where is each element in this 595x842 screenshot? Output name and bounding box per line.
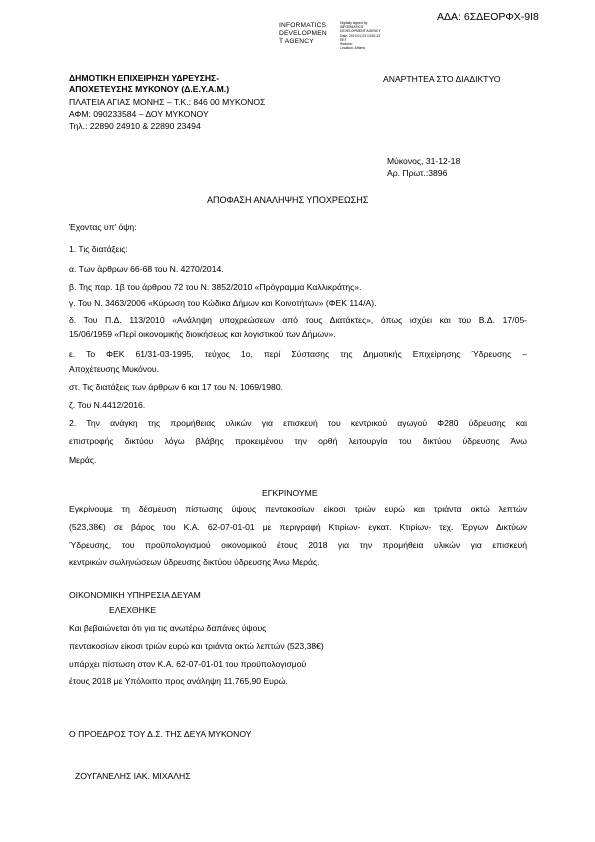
approve-heading: ΕΓΚΡΙΝΟΥΜΕ (262, 488, 318, 498)
org-name-line-1: ΔΗΜΟΤΙΚΗ ΕΠΙΧΕΙΡΗΣΗ ΥΔΡΕΥΣΗΣ- (69, 73, 220, 83)
signature-details (340, 21, 381, 50)
considering-d-line-1: δ. Του Π.Δ. 113/2010 «Ανάληψη υποχρεώσεων από τους Διατάκτες», όπως ισχύει και του Β.Δ. 17/05- (69, 315, 527, 325)
considering-item-1: 1. Τις διατάξεις: (69, 244, 128, 254)
considering-c: γ. Του Ν. 3463/2006 «Κύρωση του Κώδικα Δήμων και Κοινοτήτων» (ΦΕΚ 114/Α). (69, 298, 377, 308)
considering-e-line-1: ε. Το ΦΕΚ 61/31-03-1995, τεύχος 1ο, περί Σύστασης της Δημοτικής Επιχείρησης Ύδρευσης – (69, 349, 527, 359)
sig-detail: EET (340, 37, 347, 42)
page-title: ΑΠΟΦΑΣΗ ΑΝΑΛΗΨΗΣ ΥΠΟΧΡΕΩΣΗΣ (207, 195, 369, 205)
finance-line-1: Και βεβαιώνεται ότι για τις ανωτέρω δαπάνες ύψους (69, 623, 267, 633)
approve-line-3: Ύδρευσης, του προϋπολογισμού οικονομικού έτους 2018 για την προμήθεια υλικών για επισκευή (69, 540, 527, 550)
approve-line-1: Εγκρίνουμε τη δέσμευση πίστωσης ύψους πεντακοσίων είκοσι τριών ευρώ και τριάντα οκτώ λεπτών (69, 504, 527, 514)
considering-st: στ. Τις διατάξεις των άρθρων 6 και 17 του Ν. 1069/1980. (69, 382, 283, 392)
sig-detail: INFORMATICS (340, 25, 364, 30)
considering-z: ζ. Του Ν.4412/2016. (69, 400, 146, 410)
sig-detail: DEVELOPMENT AGENCY (340, 29, 381, 34)
signature-name: ΖΟΥΓΑΝΕΛΗΣ ΙΑΚ. ΜΙΧΑΛΗΣ (75, 771, 191, 781)
ada-code: ΑΔΑ: 6ΣΔΕΟΡΦΧ-9Ι8 (437, 11, 539, 23)
org-afm: ΑΦΜ: 090233584 – ΔΟΥ ΜΥΚΟΝΟΥ (69, 109, 209, 119)
sig-detail: Digitally signed by (340, 21, 368, 25)
approve-line-2: (523,38€) σε βάρος του Κ.Α. 62-07-01-01 με περιγραφή Κτιρίων- εγκατ. Κτιρίων- τεχ. Έργων Δικτύων (69, 522, 527, 532)
sig-detail: Location: Athens (340, 46, 366, 51)
signature-role: Ο ΠΡΟΕΔΡΟΣ ΤΟΥ Δ.Σ. ΤΗΣ ΔΕΥΑ ΜΥΚΟΝΟΥ (69, 729, 252, 739)
publish-note: ΑΝΑΡΤΗΤΕΑ ΣΤΟ ΔΙΑΔΙΚΤΥΟ (383, 74, 501, 84)
agency-line-1: INFORMATICS (279, 22, 327, 29)
place-date (387, 156, 460, 166)
approve-line-4: κεντρικών σωληνώσεων ύδρευσης δικτύου ύδρευσης Άνω Μεράς. (69, 557, 320, 567)
considering-e-line-2: Αποχέτευσης Μυκόνου. (69, 364, 159, 374)
org-address: ΠΛΑΤΕΙΑ ΑΓΙΑΣ ΜΟΝΗΣ – Τ.Κ.: 846 00 ΜΥΚΟΝΟΣ (69, 97, 266, 107)
org-name-line-2: ΑΠΟΧΕΤΕΥΣΗΣ ΜΥΚΟΝΟΥ (Δ.Ε.Υ.Α.Μ.) (69, 84, 230, 94)
protocol-number: Αρ. Πρωτ.:3896 (387, 168, 448, 178)
considering-item-2-line-2: επιστροφής δικτύου λόγω βλάβης προκειμένου την ορθή λειτουργία του δικτύου ύδρευσης Άνω (69, 436, 527, 446)
org-phone: Τηλ.: 22890 24910 & 22890 23494 (69, 121, 201, 131)
finance-line-3: υπάρχει πίστωση στον Κ.Α. 62-07-01-01 του προϋπολογισμού (69, 659, 307, 669)
finance-line-2: πεντακοσίων είκοσι τριών ευρώ και τριάντα οκτώ λεπτών (523,38€) (69, 641, 324, 651)
considering-d-line-2: 15/06/1959 «Περί οικονομικής διοικήσεως και λογιστικού των Δήμων». (69, 329, 336, 339)
agency-line-3: T AGENCY (279, 38, 314, 45)
finance-line-4: έτους 2018 με Υπόλοιπο προς ανάληψη 11.765,90 Ευρώ. (69, 676, 288, 686)
finance-service: ΟΙΚΟΝΟΜΙΚΗ ΥΠΗΡΕΣΙΑ ΔΕΥΑΜ (69, 590, 201, 600)
considering-b: β. Της παρ. 1β του άρθρου 72 του Ν. 3852/2010 «Πρόγραμμα Καλλικράτης». (69, 282, 362, 292)
sig-detail: Date: 2019.01.03 13:52:13 (340, 33, 381, 38)
considering-item-2-line-1: 2. Την ανάγκη της προμήθειας υλικών για επισκευή του κεντρικού αγωγού Φ280 ύδρευσης και (69, 418, 527, 428)
finance-checked: ΕΛΕΧΘΗΚΕ (109, 605, 157, 615)
digital-signature-stamp (279, 22, 329, 46)
sig-detail: Reason: (340, 42, 353, 47)
considering-intro: Έχοντας υπ' όψη: (69, 222, 137, 232)
considering-a: α. Των άρθρων 66-68 του Ν. 4270/2014. (69, 264, 224, 274)
considering-item-2-line-3: Μεράς. (69, 455, 97, 465)
agency-line-2: DEVELOPMEN (279, 30, 327, 37)
place-date-text: Μύκονος, 31-12-18 (387, 156, 461, 166)
